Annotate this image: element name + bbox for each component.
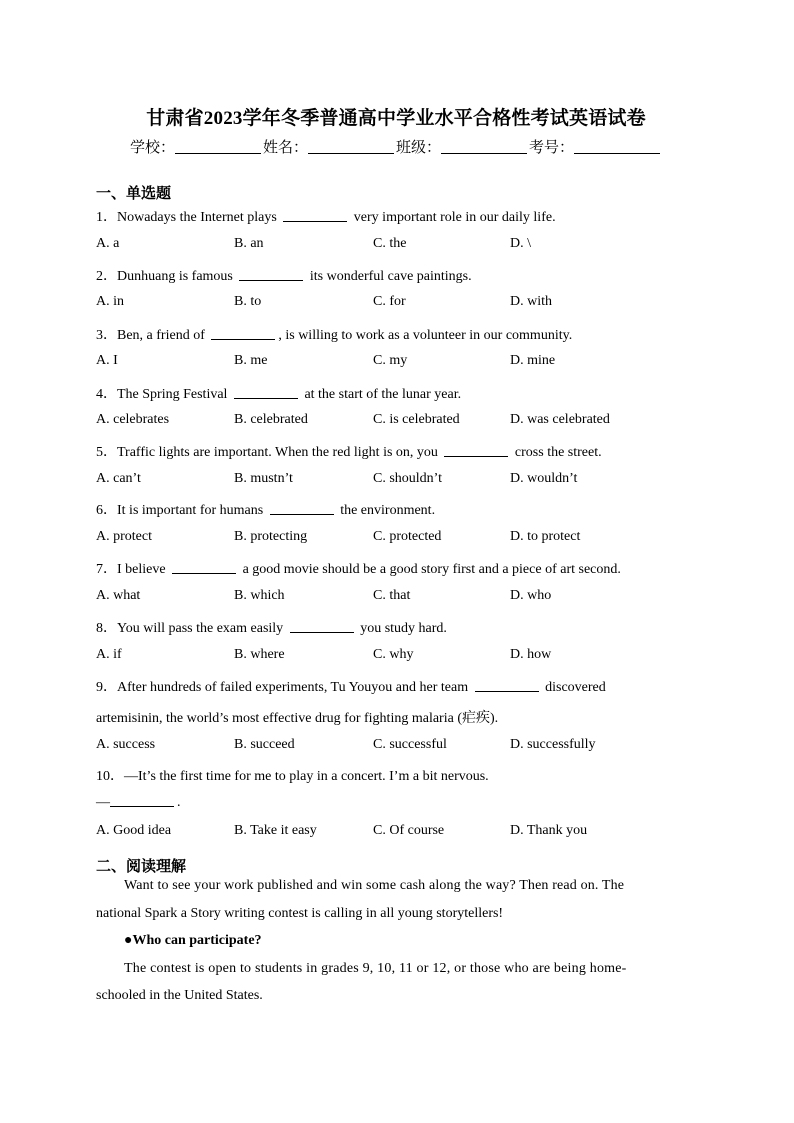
question-text: a good movie should be a good story first and a piece of art second. [239, 562, 621, 577]
question-text: 3．Ben, a friend of [96, 328, 209, 343]
option-a: A. success [96, 737, 156, 752]
question-text: 6．It is important for humans [96, 503, 267, 518]
question-text: 7．I believe [96, 562, 170, 577]
option-d: D. wouldn’t [510, 471, 578, 486]
option-d: D. Thank you [510, 823, 588, 838]
options-5 [96, 471, 696, 489]
option-d: D. with [510, 294, 552, 309]
question-text: the environment. [336, 503, 436, 518]
section-heading-single-choice: 一、单选题 [96, 186, 172, 202]
reading-paragraph-1-line-1: Want to see your work published and win some cash along the way? Then read on. The [124, 878, 625, 893]
option-c: C. for [373, 294, 406, 309]
question-10-reply [96, 794, 696, 811]
answer-blank [475, 679, 539, 692]
answer-blank [234, 386, 298, 399]
option-c: C. the [373, 236, 407, 251]
option-c: C. my [373, 353, 408, 368]
options-10 [96, 823, 696, 841]
question-text: 5．Traffic lights are important. When the red light is on, you [96, 445, 442, 460]
option-a: A. can’t [96, 471, 141, 486]
options-3 [96, 353, 696, 371]
option-c: C. why [373, 647, 414, 662]
question-3 [96, 324, 696, 344]
answer-blank [283, 209, 347, 222]
option-b: B. Take it easy [234, 823, 317, 838]
options-7 [96, 588, 696, 606]
question-text: discovered [541, 680, 606, 695]
option-d: D. how [510, 647, 552, 662]
option-c: C. protected [373, 529, 442, 544]
name-field[interactable] [308, 139, 394, 154]
option-c: C. that [373, 588, 411, 603]
question-8 [96, 617, 696, 637]
options-9 [96, 737, 696, 755]
options-4 [96, 412, 696, 430]
question-text: 2．Dunhuang is famous [96, 269, 237, 284]
option-a: A. protect [96, 529, 152, 544]
answer-blank [239, 268, 303, 281]
option-b: B. me [234, 353, 268, 368]
question-7 [96, 558, 696, 578]
question-1 [96, 206, 696, 226]
question-text: its wonderful cave paintings. [306, 269, 472, 284]
option-a: A. a [96, 236, 120, 251]
option-d: D. to protect [510, 529, 581, 544]
id-field[interactable] [574, 139, 660, 154]
answer-blank [110, 794, 174, 807]
options-1 [96, 236, 696, 254]
class-label: 班级： [396, 140, 442, 156]
question-2 [96, 265, 696, 285]
answer-blank [290, 620, 354, 633]
dash: — [96, 795, 110, 810]
answer-blank [270, 502, 334, 515]
option-b: B. succeed [234, 737, 295, 752]
option-a: A. if [96, 647, 122, 662]
option-b: B. where [234, 647, 285, 662]
question-9-continued: artemisinin, the world’s most effective drug for fighting malaria (疟疾). [96, 711, 499, 726]
question-text: cross the street. [511, 445, 602, 460]
answer-blank [444, 444, 508, 457]
question-text: 8．You will pass the exam easily [96, 621, 287, 636]
question-text: 4．The Spring Festival [96, 387, 231, 402]
reading-paragraph-1-line-2: national Spark a Story writing contest is calling in all young storytellers! [96, 906, 504, 921]
question-text: 1．Nowadays the Internet plays [96, 210, 281, 225]
question-text: at the start of the lunar year. [300, 387, 462, 402]
section-heading-reading: 二、阅读理解 [96, 859, 187, 875]
option-b: B. which [234, 588, 285, 603]
question-6 [96, 499, 696, 519]
option-d: D. \ [510, 236, 531, 251]
option-a: A. what [96, 588, 141, 603]
option-b: B. mustn’t [234, 471, 293, 486]
answer-blank [211, 327, 275, 340]
option-b: B. to [234, 294, 262, 309]
question-10: 10．—It’s the first time for me to play in a concert. I’m a bit nervous. [96, 769, 489, 784]
option-d: D. successfully [510, 737, 596, 752]
option-a: A. in [96, 294, 124, 309]
option-a: A. Good idea [96, 823, 172, 838]
options-2 [96, 294, 696, 312]
option-b: B. an [234, 236, 264, 251]
id-label: 考号： [529, 140, 575, 156]
reading-bullet-heading: ●Who can participate? [124, 933, 262, 948]
student-info-line [96, 136, 696, 157]
reading-paragraph-2-line-1: The contest is open to students in grades 9, 10, 11 or 12, or those who are being home- [124, 961, 627, 976]
option-b: B. protecting [234, 529, 308, 544]
question-text: 9．After hundreds of failed experiments, Tu Youyou and her team [96, 680, 472, 695]
reading-paragraph-2-line-2: schooled in the United States. [96, 988, 263, 1003]
answer-blank [172, 561, 236, 574]
option-a: A. I [96, 353, 118, 368]
question-4 [96, 383, 696, 403]
option-d: D. mine [510, 353, 556, 368]
option-d: D. who [510, 588, 552, 603]
page-title: 甘肃省2023学年冬季普通高中学业水平合格性考试英语试卷 [146, 108, 646, 129]
option-a: A. celebrates [96, 412, 170, 427]
period: . [177, 795, 181, 810]
option-c: C. shouldn’t [373, 471, 442, 486]
option-c: C. successful [373, 737, 447, 752]
question-5 [96, 441, 696, 461]
question-text: you study hard. [356, 621, 447, 636]
school-label: 学校： [129, 140, 175, 156]
school-field[interactable] [175, 139, 261, 154]
option-c: C. is celebrated [373, 412, 460, 427]
options-6 [96, 529, 696, 547]
option-c: C. Of course [373, 823, 445, 838]
option-b: B. celebrated [234, 412, 308, 427]
options-8 [96, 647, 696, 665]
option-d: D. was celebrated [510, 412, 610, 427]
question-text: very important role in our daily life. [350, 210, 556, 225]
question-text: , is willing to work as a volunteer in our community. [278, 328, 573, 343]
name-label: 姓名： [262, 140, 308, 156]
question-9 [96, 676, 696, 696]
class-field[interactable] [441, 139, 527, 154]
